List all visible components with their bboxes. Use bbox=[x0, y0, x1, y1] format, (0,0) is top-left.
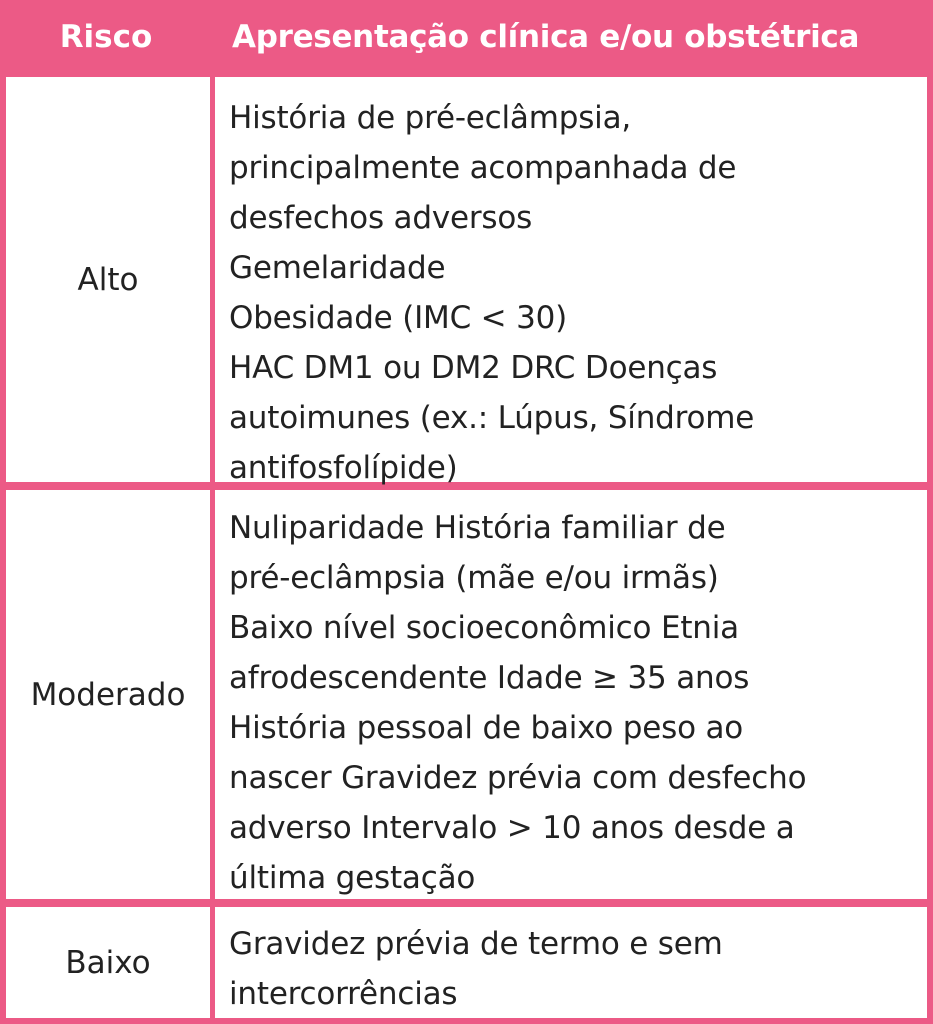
table-cell-line: autoimunes (ex.: Lúpus, Síndrome bbox=[229, 400, 755, 436]
row-alto-presentation bbox=[215, 77, 927, 486]
table-cell-line: HAC DM1 ou DM2 DRC Doenças bbox=[229, 350, 718, 386]
table-cell-line: Obesidade (IMC < 30) bbox=[229, 300, 568, 336]
table-cell-line: História pessoal de baixo peso ao bbox=[229, 710, 744, 746]
table-cell-line: Nuliparidade História familiar de bbox=[229, 510, 726, 546]
row-moderado-risk: Moderado bbox=[6, 490, 210, 899]
table-cell-line: Gemelaridade bbox=[229, 250, 446, 286]
table-cell-line: última gestação bbox=[229, 860, 476, 896]
table-cell-line: intercorrências bbox=[229, 976, 458, 1012]
table-cell-line: Baixo nível socioeconômico Etnia bbox=[229, 610, 739, 646]
table-cell-line: afrodescendente Idade ≥ 35 anos bbox=[229, 660, 750, 696]
table-cell-line: Gravidez prévia de termo e sem bbox=[229, 926, 723, 962]
header-risk: Risco bbox=[59, 19, 153, 55]
table-cell-line: nascer Gravidez prévia com desfecho bbox=[229, 760, 807, 796]
table-cell-line: antifosfolípide) bbox=[229, 450, 458, 486]
table-cell-line: principalmente acompanhada de bbox=[229, 150, 737, 186]
row-baixo-presentation bbox=[215, 907, 927, 1018]
table-cell-line: pré-eclâmpsia (mãe e/ou irmãs) bbox=[229, 560, 719, 596]
table-cell-line: adverso Intervalo > 10 anos desde a bbox=[229, 810, 795, 846]
header-presentation: Apresentação clínica e/ou obstétrica bbox=[232, 19, 860, 55]
table-cell-line: desfechos adversos bbox=[229, 200, 533, 236]
row-alto-risk: Alto bbox=[6, 77, 210, 482]
row-baixo-risk: Baixo bbox=[6, 907, 210, 1018]
table-header bbox=[0, 0, 933, 74]
row-moderado-presentation bbox=[215, 490, 927, 899]
table-cell-line: História de pré-eclâmpsia, bbox=[229, 100, 632, 136]
